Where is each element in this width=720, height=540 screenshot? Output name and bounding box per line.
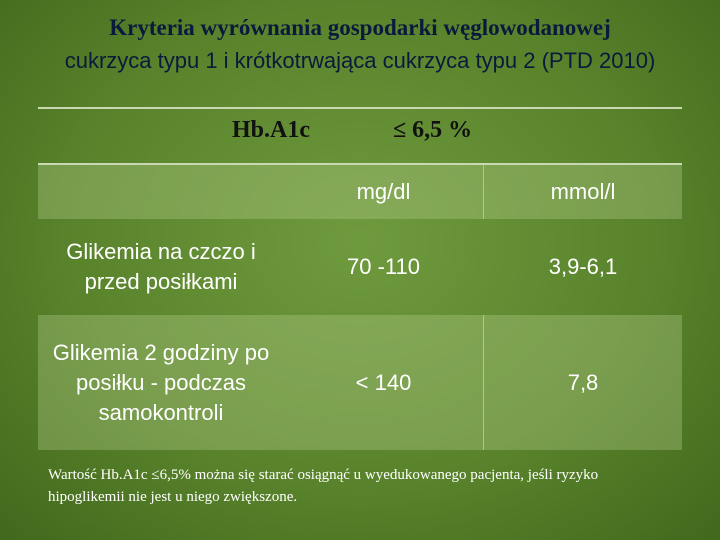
header-empty-cell — [38, 165, 284, 219]
cell-postprandial-mgdl: < 140 — [284, 315, 483, 450]
row-label-fasting — [38, 219, 284, 315]
row-label-postprandial — [38, 315, 284, 450]
cell-fasting-mgdl: 70 -110 — [347, 254, 420, 279]
header-mgdl: mg/dl — [284, 165, 483, 219]
header-mmol: mmol/l — [484, 165, 682, 219]
cell-postprandial-mmol: 7,8 — [484, 315, 682, 450]
hba1c-label: Hb.A1c — [232, 117, 310, 143]
footnote: Wartość Hb.A1c ≤6,5% można się starać osiągnąć u wyedukowanego pacjenta, jeśli ryzyko hipoglikemii nie jest u niego zwiększone. — [48, 467, 599, 505]
column-separator-row2 — [483, 315, 484, 450]
table-top-divider — [38, 107, 682, 109]
column-separator-header — [483, 165, 484, 219]
row-label-fasting-text: Glikemia na czczo i przed posiłkami — [66, 239, 256, 294]
slide-title: Kryteria wyrównania gospodarki węglowodanowej — [109, 15, 611, 40]
row-label-postprandial-text: Glikemia 2 godziny po posiłku - podczas samokontroli — [52, 339, 270, 425]
slide-subtitle: cukrzyca typu 1 i krótkotrwająca cukrzyca typu 2 (PTD 2010) — [64, 48, 656, 73]
cell-fasting-mmol: 3,9-6,1 — [548, 254, 618, 279]
hba1c-value: ≤ 6,5 % — [393, 117, 473, 143]
